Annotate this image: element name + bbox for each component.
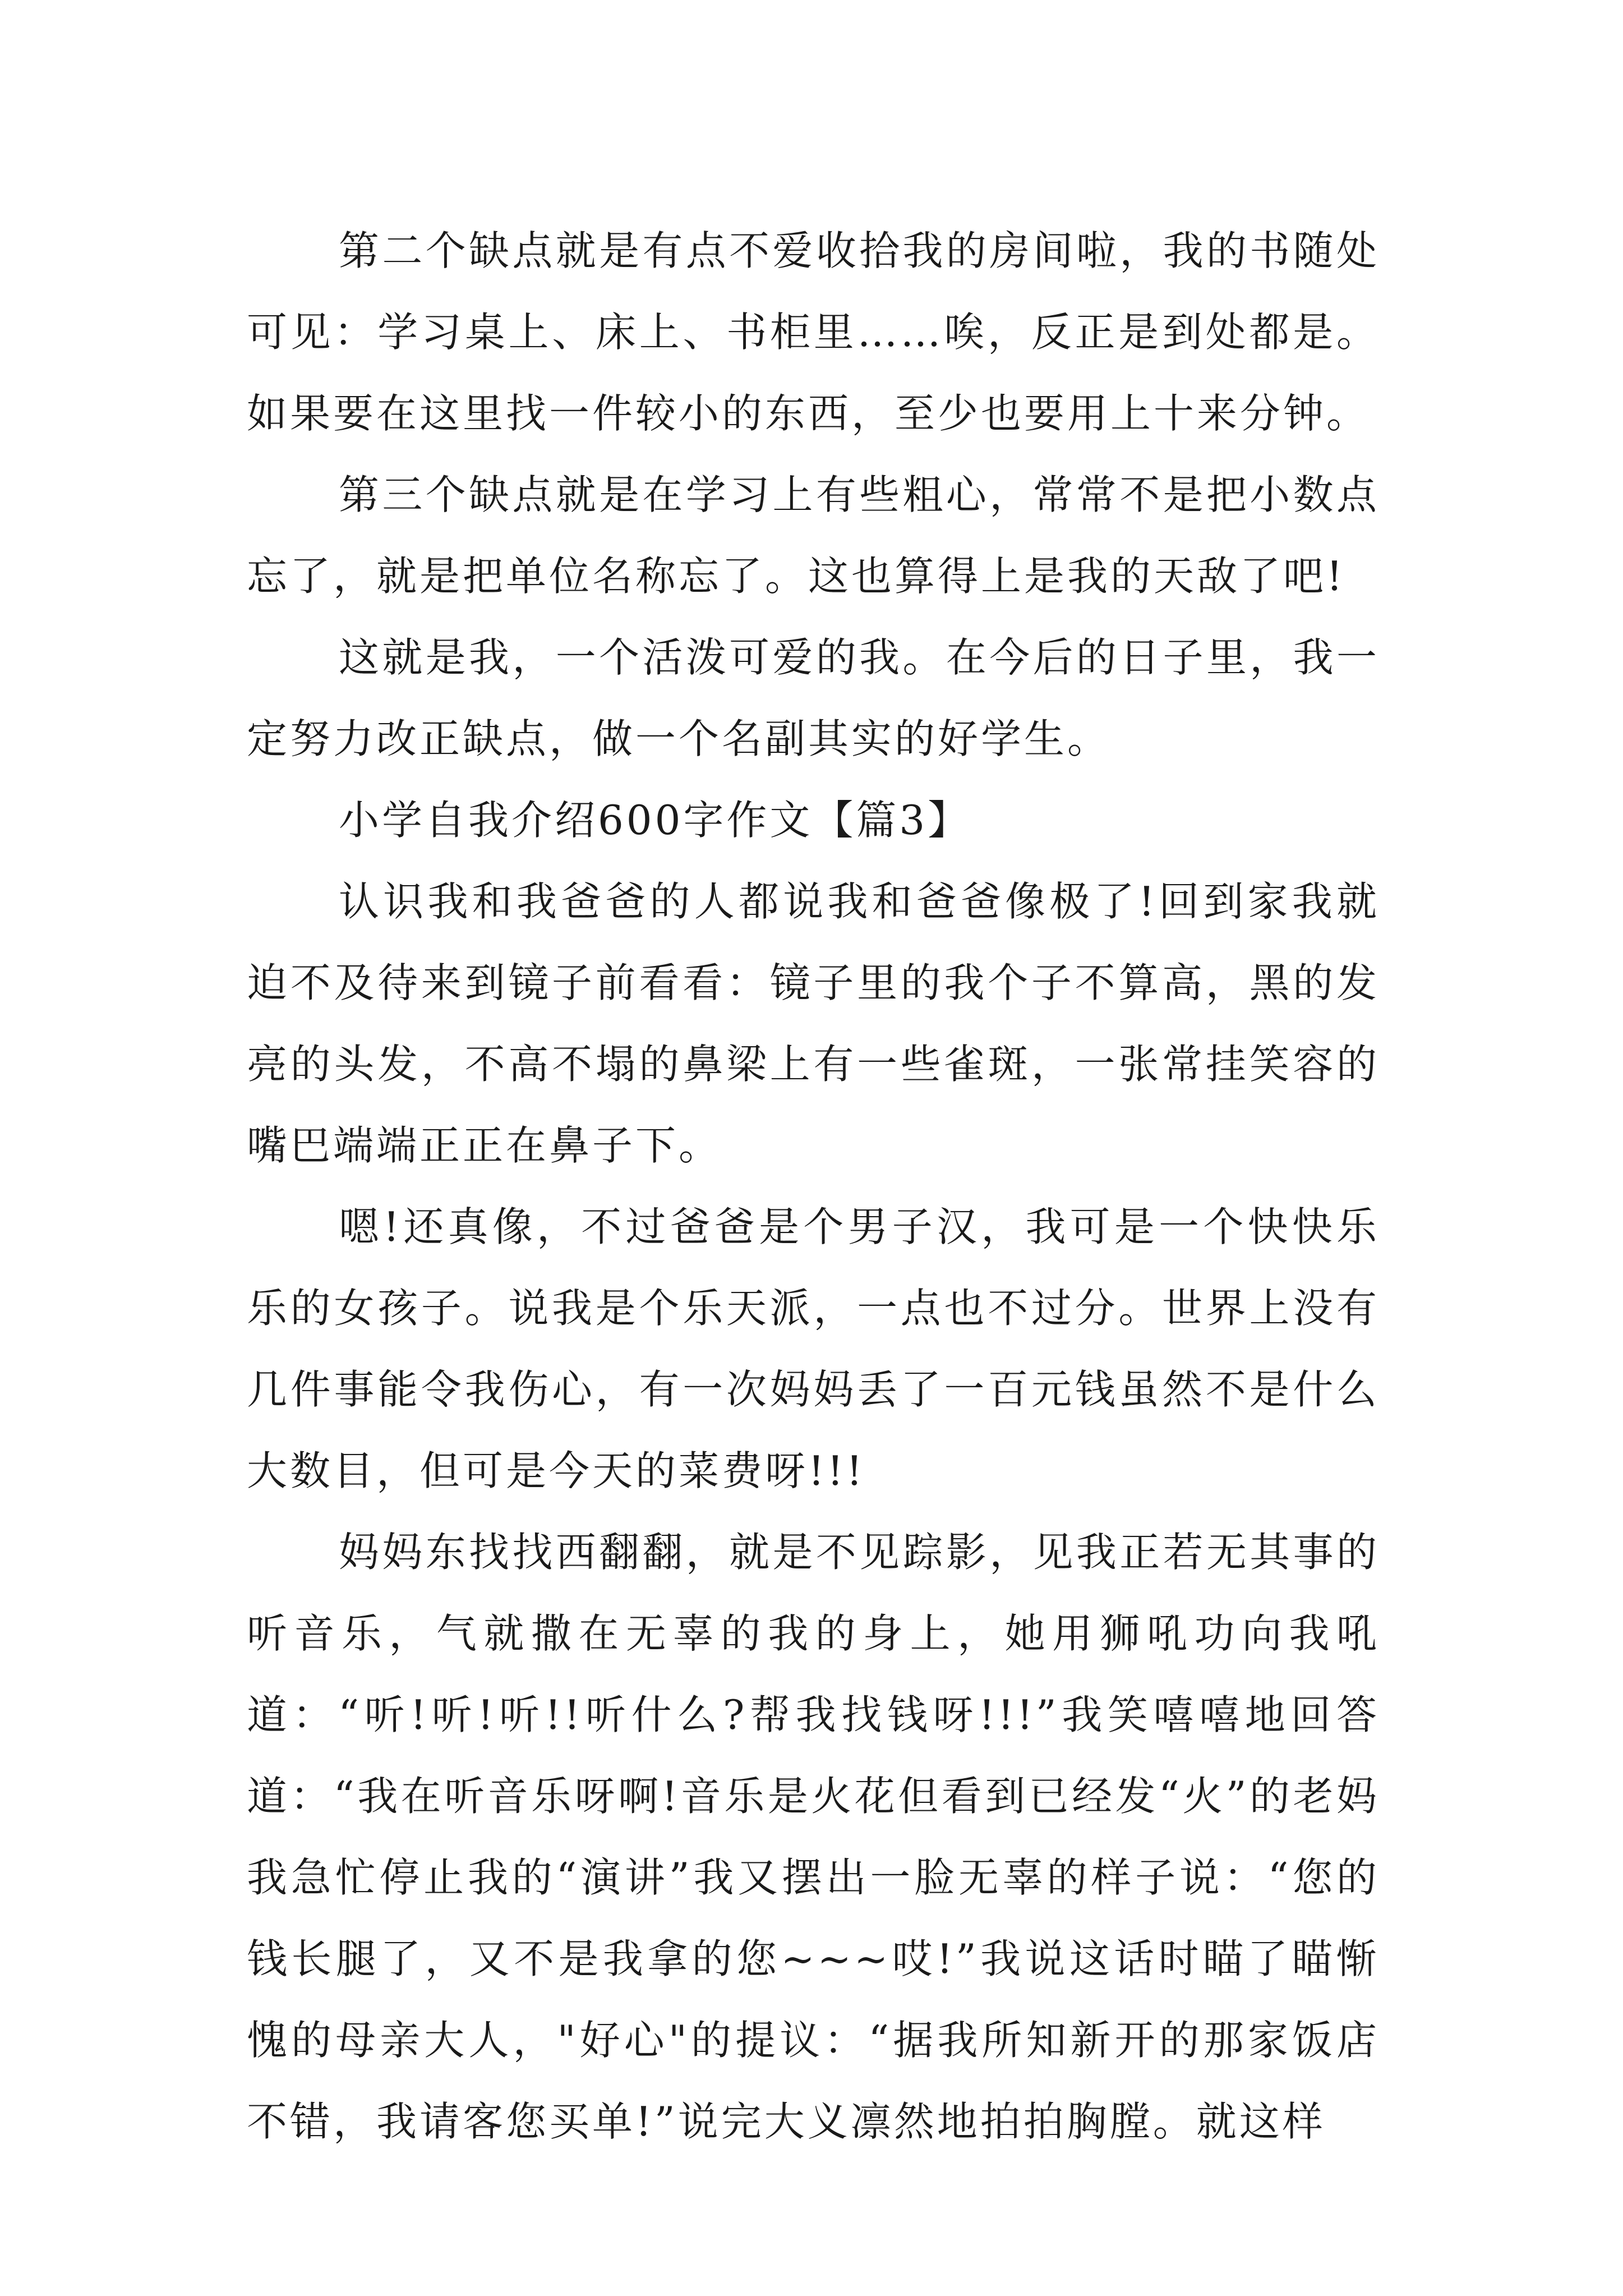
- section-heading-part-3: 小学自我介绍600字作文【篇3】: [339, 797, 971, 844]
- paragraph-third-flaw: 第三个缺点就是在学习上有些粗心，常常不是把小数点忘了，就是把单位名称忘了。这也算得上是我的天敌了吧!: [247, 471, 1380, 600]
- document-body: [247, 210, 1380, 2162]
- paragraph-mother-story: 妈妈东找找西翻翻，就是不见踪影，见我正若无其事的听音乐，气就撒在无辜的我的身上，她用狮吼功向我吼道：“听!听!听!!听什么?帮我找钱呀!!!”我笑嘻嘻地回答道：“我在听音乐呀啊!音乐是火花但看到已经发“火”的老妈我急忙停止我的“演讲”我又摆出一脸无辜的样子说：“您的钱长腿了，又不是我拿的您~~~哎!”我说这话时瞄了瞄惭愧的母亲大人，"好心"的提议：“据我所知新开的那家饭店不错，我请客您买单!”说完大义凛然地拍拍胸膛。就这样: [247, 1529, 1380, 2145]
- paragraph-like-father: 认识我和我爸爸的人都说我和爸爸像极了!回到家我就迫不及待来到镜子前看看：镜子里的我个子不算高，黑的发亮的头发，不高不塌的鼻梁上有一些雀斑，一张常挂笑容的嘴巴端端正正在鼻子下。: [247, 878, 1380, 1169]
- paragraph-second-flaw: 第二个缺点就是有点不爱收拾我的房间啦，我的书随处可见：学习桌上、床上、书柜里……唉，反正是到处都是。如果要在这里找一件较小的东西，至少也要用上十来分钟。: [247, 227, 1380, 437]
- paragraph-optimist: 嗯!还真像，不过爸爸是个男子汉，我可是一个快快乐乐的女孩子。说我是个乐天派，一点也不过分。世界上没有几件事能令我伤心，有一次妈妈丢了一百元钱虽然不是什么大数目，但可是今天的菜费呀!!!: [247, 1203, 1380, 1494]
- paragraph-conclusion: 这就是我，一个活泼可爱的我。在今后的日子里，我一定努力改正缺点，做一个名副其实的好学生。: [247, 634, 1380, 762]
